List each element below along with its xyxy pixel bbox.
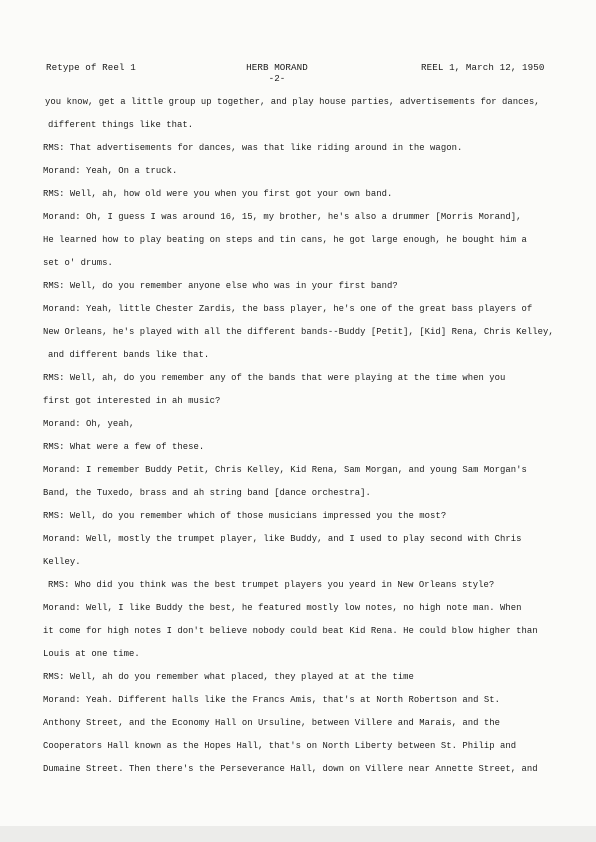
transcript-line: Louis at one time. <box>43 649 140 659</box>
viewer-bottom-margin <box>0 826 596 842</box>
transcript-line: Morand: Yeah, little Chester Zardis, the bass player, he's one of the great bass players of <box>43 304 533 314</box>
header-interviewee-name: HERB MORAND <box>246 62 308 73</box>
transcript-line: Morand: Oh, yeah, <box>43 419 135 429</box>
transcript-line: Kelley. <box>43 557 81 567</box>
transcript-line: He learned how to play beating on steps and tin cans, he got large enough, he bought him a <box>43 235 527 245</box>
transcript-line: RMS: Well, do you remember which of those musicians impressed you the most? <box>43 511 447 521</box>
transcript-line: Morand: Well, I like Buddy the best, he featured mostly low notes, no high note man. When <box>43 603 522 613</box>
transcript-line: Morand: Well, mostly the trumpet player, like Buddy, and I used to play second with Chris <box>43 534 522 544</box>
transcript-line: RMS: Well, ah do you remember what placed, they played at at the time <box>43 672 414 682</box>
transcript-line: RMS: Who did you think was the best trumpet players you yeard in New Orleans style? <box>48 580 495 590</box>
transcript-line: RMS: That advertisements for dances, was that like riding around in the wagon. <box>43 143 463 153</box>
transcript-line: set o' drums. <box>43 258 113 268</box>
transcript-line: first got interested in ah music? <box>43 396 221 406</box>
transcript-line: and different bands like that. <box>48 350 210 360</box>
header-retype-label: Retype of Reel 1 <box>46 62 136 73</box>
transcript-line: it come for high notes I don't believe nobody could beat Kid Rena. He could blow higher than <box>43 626 538 636</box>
transcript-line: Band, the Tuxedo, brass and ah string band [dance orchestra]. <box>43 488 371 498</box>
transcript-line: you know, get a little group up together, and play house parties, advertisements for dances, <box>45 97 540 107</box>
transcript-line: Morand: Yeah, On a truck. <box>43 166 178 176</box>
transcript-line: RMS: Well, ah, do you remember any of the bands that were playing at the time when you <box>43 373 506 383</box>
transcript-line: RMS: What were a few of these. <box>43 442 205 452</box>
page-number: -2- <box>268 73 286 84</box>
transcript-line: Morand: Yeah. Different halls like the Francs Amis, that's at North Robertson and St. <box>43 695 500 705</box>
transcript-line: RMS: Well, do you remember anyone else who was in your first band? <box>43 281 398 291</box>
transcript-line: Cooperators Hall known as the Hopes Hall, that's on North Liberty between St. Philip and <box>43 741 517 751</box>
transcript-line: Dumaine Street. Then there's the Perseverance Hall, down on Villere near Annette Street, and <box>43 764 538 774</box>
transcript-line: New Orleans, he's played with all the different bands--Buddy [Petit], [Kid] Rena, Chris Kelley, <box>43 327 554 337</box>
header-title-block <box>242 62 312 84</box>
transcript-line: Morand: I remember Buddy Petit, Chris Kelley, Kid Rena, Sam Morgan, and young Sam Morgan's <box>43 465 527 475</box>
header-reel-date: REEL 1, March 12, 1950 <box>421 62 545 73</box>
transcript-line: Morand: Oh, I guess I was around 16, 15, my brother, he's also a drummer [Morris Morand], <box>43 212 522 222</box>
transcript-line: different things like that. <box>48 120 194 130</box>
transcript-line: Anthony Street, and the Economy Hall on Ursuline, between Villere and Marais, and the <box>43 718 500 728</box>
transcript-line: RMS: Well, ah, how old were you when you first got your own band. <box>43 189 393 199</box>
